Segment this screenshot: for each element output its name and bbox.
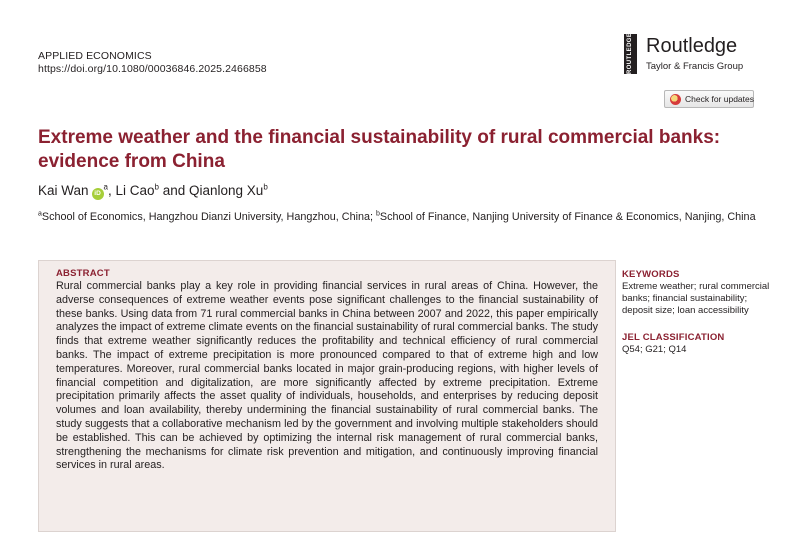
article-title: Extreme weather and the financial sustainability of rural commercial banks: evidence from China bbox=[38, 127, 721, 172]
keywords-heading: KEYWORDS bbox=[622, 269, 680, 280]
jel-text: Q54; G21; Q14 bbox=[622, 344, 687, 355]
check-for-updates-button[interactable] bbox=[664, 90, 754, 108]
crossmark-icon bbox=[670, 94, 681, 105]
abstract-box bbox=[38, 260, 616, 532]
journal-name: APPLIED ECONOMICS bbox=[38, 50, 152, 62]
publisher-subtitle: Taylor & Francis Group bbox=[646, 61, 744, 72]
abstract-heading: ABSTRACT bbox=[56, 268, 110, 279]
author-name[interactable]: Qianlong Xu bbox=[189, 183, 264, 198]
author-separator: , bbox=[107, 183, 116, 198]
affiliation-mark: b bbox=[154, 182, 159, 192]
doi-link[interactable]: https://doi.org/10.1080/00036846.2025.2466858 bbox=[38, 63, 267, 75]
routledge-stripe-icon: ROUTLEDGE bbox=[624, 34, 637, 74]
author-name[interactable]: Kai Wan bbox=[38, 183, 89, 198]
journal-header bbox=[38, 50, 267, 76]
affiliation-b: School of Finance, Nanjing University of Finance & Economics, Nanjing, China bbox=[379, 211, 756, 223]
keywords-text: Extreme weather; rural commercial banks; financial sustainability; deposit size; loan accessibility bbox=[622, 281, 770, 316]
affiliation-mark: a bbox=[38, 210, 42, 218]
publisher-name: Routledge bbox=[646, 35, 738, 57]
publisher-logo[interactable] bbox=[624, 34, 764, 78]
author-list bbox=[38, 182, 268, 200]
author-name[interactable]: Li Cao bbox=[115, 183, 155, 198]
affiliations bbox=[38, 210, 760, 225]
affiliation-mark: a bbox=[103, 182, 108, 192]
affiliation-a: School of Economics, Hangzhou Dianzi University, Hangzhou, China; bbox=[41, 211, 376, 223]
orcid-icon[interactable]: iD bbox=[92, 188, 104, 200]
sidebar-metadata bbox=[622, 268, 772, 356]
check-for-updates-label: Check for updates bbox=[685, 94, 754, 104]
affiliation-mark: b bbox=[375, 210, 380, 218]
author-separator: and bbox=[158, 183, 190, 198]
affiliation-mark: b bbox=[263, 182, 268, 192]
abstract-text: Rural commercial banks play a key role in providing financial services in rural areas of China. However, the adverse consequences of extreme weather events pose significant challenges to the financial sustainability of these banks. Using data from 71 rural commercial banks in China between 2007 and 2022, this paper empirically analyzes the impact of extreme climate events on the financial sustainability of rural commercial banks. The study finds that extreme weather significantly reduces the profitability and technical efficiency of rural commercial banks. The impact of extreme precipitation is more pronounced compared to that of extreme high and low temperatures. Moreover, rural commercial banks located in major grain-producing regions, with higher levels of financial competition and digitalization, are more significantly affected by extreme precipitation. Extreme precipitation primarily affects the asset quality of individuals, households, and enterprises by reducing deposit volumes and loan availability, thereby undermining the financial sustainability of rural commercial banks. The study suggests that a collaborative mechanism led by the government and involving multiple stakeholders should be established. This can be achieved by optimizing the internal risk management of rural commercial banks, strengthening the mechanisms for climate risk prevention and mitigation, and continuously improving financial services in rural areas. bbox=[56, 280, 598, 472]
jel-heading: JEL CLASSIFICATION bbox=[622, 332, 725, 343]
